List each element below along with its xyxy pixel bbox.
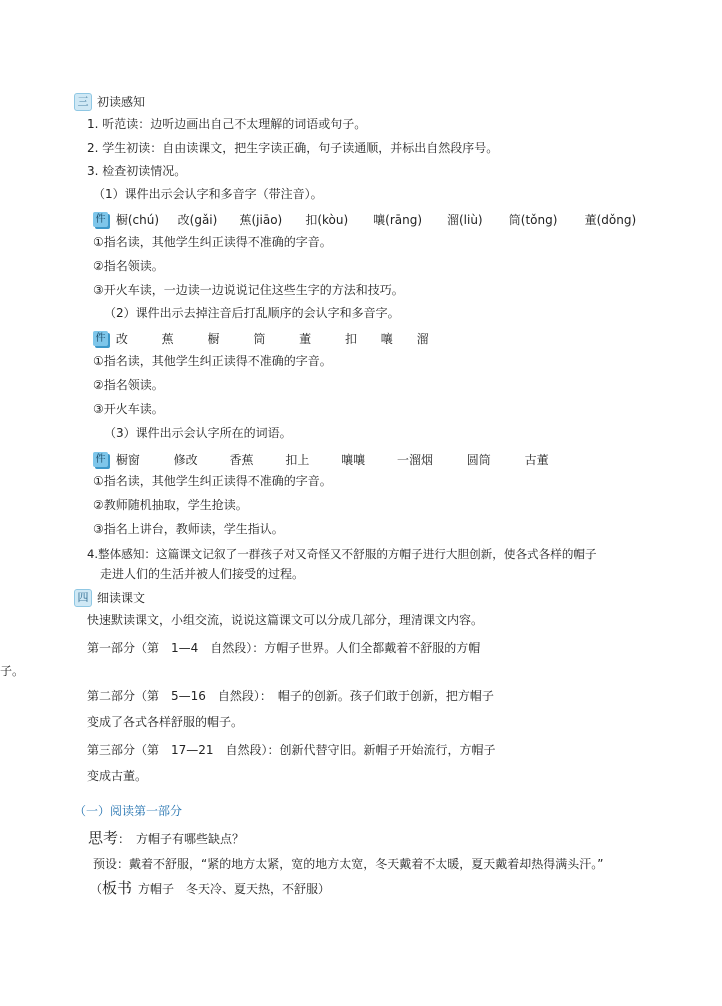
think-text: ： 方帽子有哪些缺点？: [118, 832, 245, 846]
courseware-tag: 件: [93, 331, 108, 346]
think-label: 思考: [88, 829, 119, 847]
courseware-tag: 件: [93, 212, 108, 227]
word-item: 橱窗: [115, 452, 140, 467]
char-item: 溜(liù): [446, 212, 483, 227]
sub-2: （2）课件出示去掉注音后打乱顺序的会认字和多音字。: [104, 306, 400, 320]
char-item: 筒(tǒng): [508, 212, 558, 227]
section-3-badge: 三: [74, 93, 92, 111]
char-item: 蕉: [161, 331, 174, 346]
board-text: 方帽子 冬天冷、夏天热，不舒服）: [138, 882, 331, 896]
part-1-summary-cont: 子。: [0, 664, 25, 678]
step-2a: ①指名读，其他学生纠正读得不准确的字音。: [93, 354, 332, 368]
step-3b: ②教师随机抽取，学生抢读。: [93, 498, 248, 512]
char-item: 橱(chú): [115, 212, 160, 227]
step-2b: ②指名领读。: [93, 378, 164, 392]
step-3c: ③指名上讲台，教师读，学生指认。: [93, 522, 284, 536]
step-1b: ②指名领读。: [93, 259, 164, 273]
char-item: 改: [115, 331, 128, 346]
item-4-line1: 4.整体感知：这篇课文记叙了一群孩子对又奇怪又不舒服的方帽子进行大胆创新，使各式各样的帽子: [87, 547, 597, 561]
char-item: 嚷: [380, 331, 393, 346]
word-row-3: [93, 451, 549, 468]
word-item: 嚷嚷: [341, 452, 366, 467]
sub-1: （1）课件出示会认字和多音字（带注音）。: [93, 187, 323, 201]
char-item: 改(gǎi): [177, 212, 218, 227]
section-4-heading: [74, 589, 145, 607]
step-3a: ①指名读，其他学生纠正读得不准确的字音。: [93, 474, 332, 488]
step-1c: ③开火车读，一边读一边说说记住这些生字的方法和技巧。: [93, 283, 404, 297]
board-open-paren: （: [90, 882, 103, 896]
part-1-heading: （一）阅读第一部分: [74, 804, 183, 818]
part-2-summary: 第二部分（第 5—16 自然段）： 帽子的创新。孩子们敢于创新，把方帽子: [87, 689, 494, 703]
char-item: 溜: [416, 331, 429, 346]
item-2: 2. 学生初读：自由读课文，把生字读正确，句子读通顺，并标出自然段序号。: [87, 141, 499, 155]
item-3: 3. 检查初读情况。: [87, 164, 187, 178]
char-item: 扣(kòu): [305, 212, 349, 227]
board-line: [90, 880, 330, 897]
char-row-2: [93, 330, 429, 347]
item-4-line2: 走进人们的生活并被人们接受的过程。: [100, 567, 305, 581]
char-row-1: [93, 211, 636, 228]
preset-answer: 预设：戴着不舒服，“紧的地方太紧，宽的地方太宽，冬天戴着不太暖，夏天戴着却热得满头汗。”: [93, 857, 604, 871]
step-2c: ③开火车读。: [93, 402, 164, 416]
section-4-badge: 四: [74, 589, 92, 607]
sub-3: （3）课件出示会认字所在的词语。: [104, 426, 292, 440]
section-4-intro: 快速默读课文，小组交流，说说这篇课文可以分成几部分，理清课文内容。: [87, 613, 484, 627]
part-3-summary-cont: 变成古董。: [87, 769, 148, 783]
char-item: 蕉(jiāo): [239, 212, 283, 227]
step-1a: ①指名读，其他学生纠正读得不准确的字音。: [93, 235, 332, 249]
section-3-title: 初读感知: [97, 95, 146, 109]
section-3-heading: [74, 93, 145, 111]
char-item: 董: [299, 331, 312, 346]
item-1: 1. 听范读：边听边画出自己不太理解的词语或句子。: [87, 117, 367, 131]
courseware-tag: 件: [93, 452, 108, 467]
part-2-summary-cont: 变成了各式各样舒服的帽子。: [87, 715, 244, 729]
char-item: 橱: [207, 331, 220, 346]
word-item: 一溜烟: [396, 452, 433, 467]
word-item: 圆筒: [466, 452, 491, 467]
word-item: 扣上: [285, 452, 310, 467]
board-label: 板书: [102, 879, 133, 897]
part-1-summary: 第一部分（第 1—4 自然段）：方帽子世界。人们全都戴着不舒服的方帽: [87, 641, 481, 655]
char-item: 扣: [344, 331, 357, 346]
char-item: 嚷(rāng): [373, 212, 423, 227]
section-4-title: 细读课文: [97, 591, 146, 605]
word-item: 古董: [524, 452, 549, 467]
char-item: 筒: [253, 331, 266, 346]
part-3-summary: 第三部分（第 17—21 自然段）：创新代替守旧。新帽子开始流行，方帽子: [87, 743, 496, 757]
think-line: [88, 830, 244, 847]
char-item: 董(dǒng): [584, 212, 637, 227]
word-item: 香蕉: [229, 452, 254, 467]
word-item: 修改: [173, 452, 198, 467]
